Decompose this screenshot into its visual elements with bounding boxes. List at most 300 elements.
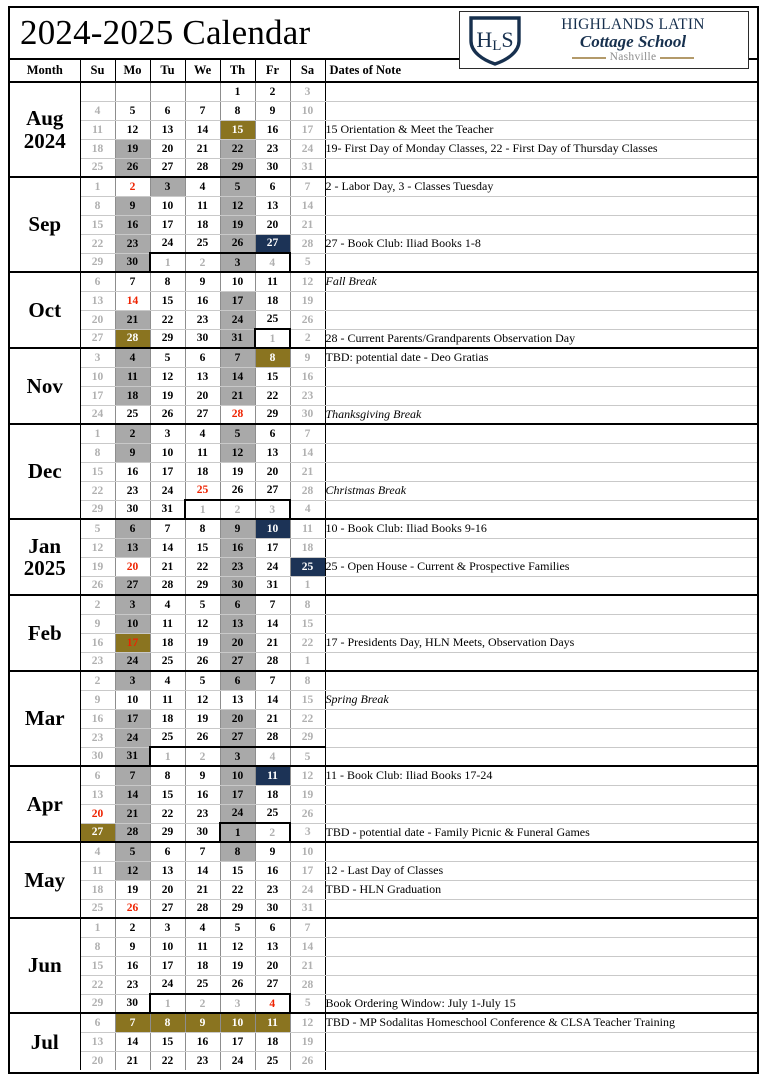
day-cell[interactable]: 11 (150, 614, 185, 633)
day-cell[interactable]: 18 (80, 139, 115, 158)
day-cell[interactable]: 13 (185, 367, 220, 386)
day-cell[interactable]: 4 (150, 671, 185, 690)
day-cell[interactable]: 4 (255, 747, 290, 766)
day-cell[interactable]: 17 (255, 538, 290, 557)
day-cell[interactable]: 16 (290, 367, 325, 386)
day-cell[interactable]: 3 (150, 424, 185, 443)
day-cell[interactable] (150, 82, 185, 101)
day-cell[interactable]: 26 (80, 576, 115, 595)
day-cell[interactable]: 24 (290, 139, 325, 158)
day-cell[interactable]: 11 (185, 937, 220, 956)
day-cell[interactable]: 28 (115, 329, 150, 348)
day-cell[interactable]: 7 (290, 918, 325, 937)
day-cell[interactable]: 27 (80, 329, 115, 348)
day-cell[interactable]: 4 (255, 253, 290, 272)
day-cell[interactable]: 28 (290, 234, 325, 253)
day-cell[interactable]: 28 (290, 481, 325, 500)
day-cell[interactable]: 24 (80, 405, 115, 424)
day-cell[interactable]: 23 (80, 728, 115, 747)
day-cell[interactable]: 10 (115, 614, 150, 633)
day-cell[interactable]: 1 (290, 652, 325, 671)
day-cell[interactable]: 5 (220, 918, 255, 937)
day-cell[interactable]: 26 (290, 1051, 325, 1070)
day-cell[interactable]: 14 (220, 367, 255, 386)
day-cell[interactable]: 2 (80, 595, 115, 614)
day-cell[interactable]: 28 (115, 823, 150, 842)
day-cell[interactable]: 19 (150, 386, 185, 405)
day-cell[interactable]: 23 (115, 234, 150, 253)
day-cell[interactable]: 25 (255, 1051, 290, 1070)
day-cell[interactable]: 17 (290, 120, 325, 139)
day-cell[interactable]: 19 (80, 557, 115, 576)
day-cell[interactable]: 8 (150, 272, 185, 291)
day-cell[interactable]: 17 (290, 861, 325, 880)
day-cell[interactable]: 19 (185, 709, 220, 728)
day-cell[interactable]: 12 (185, 690, 220, 709)
day-cell[interactable]: 4 (290, 500, 325, 519)
day-cell[interactable]: 8 (255, 348, 290, 367)
day-cell[interactable]: 6 (220, 671, 255, 690)
day-cell[interactable]: 27 (220, 652, 255, 671)
day-cell[interactable]: 9 (115, 443, 150, 462)
day-cell[interactable]: 21 (290, 956, 325, 975)
day-cell[interactable]: 16 (115, 215, 150, 234)
day-cell[interactable]: 13 (80, 1032, 115, 1051)
day-cell[interactable]: 16 (255, 120, 290, 139)
day-cell[interactable]: 16 (185, 291, 220, 310)
day-cell[interactable]: 28 (220, 405, 255, 424)
day-cell[interactable]: 27 (255, 975, 290, 994)
day-cell[interactable]: 15 (150, 785, 185, 804)
day-cell[interactable]: 3 (220, 253, 255, 272)
day-cell[interactable]: 4 (255, 994, 290, 1013)
day-cell[interactable] (185, 82, 220, 101)
day-cell[interactable]: 6 (255, 918, 290, 937)
day-cell[interactable]: 21 (115, 1051, 150, 1070)
day-cell[interactable]: 15 (150, 1032, 185, 1051)
day-cell[interactable]: 27 (150, 899, 185, 918)
day-cell[interactable]: 1 (220, 82, 255, 101)
day-cell[interactable]: 5 (185, 671, 220, 690)
day-cell[interactable]: 30 (255, 899, 290, 918)
day-cell[interactable]: 6 (80, 1013, 115, 1032)
day-cell[interactable]: 22 (220, 139, 255, 158)
day-cell[interactable]: 10 (220, 1013, 255, 1032)
day-cell[interactable]: 20 (255, 956, 290, 975)
day-cell[interactable]: 7 (115, 766, 150, 785)
day-cell[interactable]: 5 (80, 519, 115, 538)
day-cell[interactable]: 26 (150, 405, 185, 424)
day-cell[interactable]: 12 (290, 272, 325, 291)
day-cell[interactable]: 22 (290, 633, 325, 652)
day-cell[interactable]: 6 (185, 348, 220, 367)
day-cell[interactable]: 9 (255, 842, 290, 861)
day-cell[interactable]: 13 (150, 120, 185, 139)
day-cell[interactable]: 25 (150, 728, 185, 747)
day-cell[interactable]: 11 (290, 519, 325, 538)
day-cell[interactable]: 30 (80, 747, 115, 766)
day-cell[interactable]: 24 (150, 234, 185, 253)
day-cell[interactable]: 15 (290, 614, 325, 633)
day-cell[interactable] (115, 82, 150, 101)
day-cell[interactable]: 11 (185, 443, 220, 462)
day-cell[interactable]: 13 (150, 861, 185, 880)
day-cell[interactable]: 7 (255, 671, 290, 690)
day-cell[interactable]: 11 (80, 120, 115, 139)
day-cell[interactable]: 29 (290, 728, 325, 747)
day-cell[interactable] (80, 82, 115, 101)
day-cell[interactable]: 9 (185, 766, 220, 785)
day-cell[interactable]: 30 (255, 158, 290, 177)
day-cell[interactable]: 3 (150, 918, 185, 937)
day-cell[interactable]: 29 (220, 158, 255, 177)
day-cell[interactable]: 12 (80, 538, 115, 557)
day-cell[interactable]: 29 (150, 823, 185, 842)
day-cell[interactable]: 26 (220, 234, 255, 253)
day-cell[interactable]: 12 (185, 614, 220, 633)
day-cell[interactable]: 3 (255, 500, 290, 519)
day-cell[interactable]: 27 (220, 728, 255, 747)
day-cell[interactable]: 21 (290, 215, 325, 234)
day-cell[interactable]: 14 (255, 690, 290, 709)
day-cell[interactable]: 26 (185, 652, 220, 671)
day-cell[interactable]: 17 (150, 215, 185, 234)
day-cell[interactable]: 2 (185, 253, 220, 272)
day-cell[interactable]: 11 (255, 766, 290, 785)
day-cell[interactable]: 16 (80, 709, 115, 728)
day-cell[interactable]: 17 (115, 633, 150, 652)
day-cell[interactable]: 22 (255, 386, 290, 405)
day-cell[interactable]: 1 (185, 500, 220, 519)
day-cell[interactable]: 20 (185, 386, 220, 405)
day-cell[interactable]: 18 (290, 538, 325, 557)
day-cell[interactable]: 26 (220, 481, 255, 500)
day-cell[interactable]: 12 (220, 937, 255, 956)
day-cell[interactable]: 11 (255, 272, 290, 291)
day-cell[interactable]: 27 (150, 158, 185, 177)
day-cell[interactable]: 30 (185, 329, 220, 348)
day-cell[interactable]: 30 (115, 994, 150, 1013)
day-cell[interactable]: 30 (115, 500, 150, 519)
day-cell[interactable]: 4 (185, 918, 220, 937)
day-cell[interactable]: 26 (115, 899, 150, 918)
day-cell[interactable]: 10 (220, 272, 255, 291)
day-cell[interactable]: 5 (220, 424, 255, 443)
day-cell[interactable]: 18 (80, 880, 115, 899)
day-cell[interactable]: 12 (115, 861, 150, 880)
day-cell[interactable]: 12 (290, 1013, 325, 1032)
day-cell[interactable]: 3 (150, 177, 185, 196)
day-cell[interactable]: 26 (290, 804, 325, 823)
day-cell[interactable]: 14 (290, 443, 325, 462)
day-cell[interactable]: 14 (185, 120, 220, 139)
day-cell[interactable]: 19 (290, 785, 325, 804)
day-cell[interactable]: 19 (115, 139, 150, 158)
day-cell[interactable]: 8 (290, 671, 325, 690)
day-cell[interactable]: 3 (115, 595, 150, 614)
day-cell[interactable]: 9 (115, 196, 150, 215)
day-cell[interactable]: 22 (80, 234, 115, 253)
day-cell[interactable]: 5 (290, 994, 325, 1013)
day-cell[interactable]: 6 (150, 842, 185, 861)
day-cell[interactable]: 28 (255, 652, 290, 671)
day-cell[interactable]: 23 (255, 139, 290, 158)
day-cell[interactable]: 25 (185, 481, 220, 500)
day-cell[interactable]: 10 (290, 842, 325, 861)
day-cell[interactable]: 1 (80, 177, 115, 196)
day-cell[interactable]: 10 (255, 519, 290, 538)
day-cell[interactable]: 9 (80, 690, 115, 709)
day-cell[interactable]: 20 (220, 709, 255, 728)
day-cell[interactable]: 14 (255, 614, 290, 633)
day-cell[interactable]: 27 (255, 481, 290, 500)
day-cell[interactable]: 19 (220, 462, 255, 481)
day-cell[interactable]: 13 (255, 937, 290, 956)
day-cell[interactable]: 17 (220, 785, 255, 804)
day-cell[interactable]: 5 (220, 177, 255, 196)
day-cell[interactable]: 22 (150, 310, 185, 329)
day-cell[interactable]: 24 (220, 804, 255, 823)
day-cell[interactable]: 22 (185, 557, 220, 576)
day-cell[interactable]: 18 (255, 291, 290, 310)
day-cell[interactable]: 12 (220, 443, 255, 462)
day-cell[interactable]: 22 (290, 709, 325, 728)
day-cell[interactable]: 20 (255, 215, 290, 234)
day-cell[interactable]: 14 (115, 785, 150, 804)
day-cell[interactable]: 25 (80, 158, 115, 177)
day-cell[interactable]: 19 (220, 215, 255, 234)
day-cell[interactable]: 8 (80, 196, 115, 215)
day-cell[interactable]: 14 (290, 937, 325, 956)
day-cell[interactable]: 29 (150, 329, 185, 348)
day-cell[interactable]: 26 (185, 728, 220, 747)
day-cell[interactable]: 28 (185, 158, 220, 177)
day-cell[interactable]: 13 (80, 785, 115, 804)
day-cell[interactable]: 15 (255, 367, 290, 386)
day-cell[interactable]: 10 (290, 101, 325, 120)
day-cell[interactable]: 16 (255, 861, 290, 880)
day-cell[interactable]: 1 (220, 823, 255, 842)
day-cell[interactable]: 14 (150, 538, 185, 557)
day-cell[interactable]: 22 (150, 1051, 185, 1070)
day-cell[interactable]: 9 (185, 272, 220, 291)
day-cell[interactable]: 18 (185, 462, 220, 481)
day-cell[interactable]: 2 (185, 994, 220, 1013)
day-cell[interactable]: 10 (80, 367, 115, 386)
day-cell[interactable]: 15 (220, 861, 255, 880)
day-cell[interactable]: 8 (150, 766, 185, 785)
day-cell[interactable]: 1 (255, 329, 290, 348)
day-cell[interactable]: 13 (115, 538, 150, 557)
day-cell[interactable]: 7 (255, 595, 290, 614)
day-cell[interactable]: 23 (80, 652, 115, 671)
day-cell[interactable]: 5 (150, 348, 185, 367)
day-cell[interactable]: 15 (80, 462, 115, 481)
day-cell[interactable]: 25 (185, 234, 220, 253)
day-cell[interactable]: 27 (255, 234, 290, 253)
day-cell[interactable]: 3 (220, 747, 255, 766)
day-cell[interactable]: 5 (290, 253, 325, 272)
day-cell[interactable]: 1 (150, 747, 185, 766)
day-cell[interactable]: 10 (220, 766, 255, 785)
day-cell[interactable]: 21 (150, 557, 185, 576)
day-cell[interactable]: 4 (80, 842, 115, 861)
day-cell[interactable]: 29 (80, 500, 115, 519)
day-cell[interactable]: 19 (290, 1032, 325, 1051)
day-cell[interactable]: 12 (220, 196, 255, 215)
day-cell[interactable]: 13 (80, 291, 115, 310)
day-cell[interactable]: 6 (115, 519, 150, 538)
day-cell[interactable]: 21 (255, 709, 290, 728)
day-cell[interactable]: 22 (220, 880, 255, 899)
day-cell[interactable]: 15 (290, 690, 325, 709)
day-cell[interactable]: 4 (115, 348, 150, 367)
day-cell[interactable]: 5 (115, 101, 150, 120)
day-cell[interactable]: 7 (115, 1013, 150, 1032)
day-cell[interactable]: 19 (115, 880, 150, 899)
day-cell[interactable]: 17 (150, 462, 185, 481)
day-cell[interactable]: 21 (115, 804, 150, 823)
day-cell[interactable]: 17 (150, 956, 185, 975)
day-cell[interactable]: 31 (290, 158, 325, 177)
day-cell[interactable]: 7 (220, 348, 255, 367)
day-cell[interactable]: 20 (150, 880, 185, 899)
day-cell[interactable]: 24 (115, 728, 150, 747)
day-cell[interactable]: 6 (220, 595, 255, 614)
day-cell[interactable]: 1 (80, 424, 115, 443)
day-cell[interactable]: 31 (220, 329, 255, 348)
day-cell[interactable]: 11 (80, 861, 115, 880)
day-cell[interactable]: 14 (185, 861, 220, 880)
day-cell[interactable]: 9 (220, 519, 255, 538)
day-cell[interactable]: 16 (185, 1032, 220, 1051)
day-cell[interactable]: 2 (80, 671, 115, 690)
day-cell[interactable]: 1 (80, 918, 115, 937)
day-cell[interactable]: 6 (255, 424, 290, 443)
day-cell[interactable]: 8 (80, 443, 115, 462)
day-cell[interactable]: 18 (185, 956, 220, 975)
day-cell[interactable]: 15 (80, 215, 115, 234)
day-cell[interactable]: 7 (150, 519, 185, 538)
day-cell[interactable]: 18 (150, 633, 185, 652)
day-cell[interactable]: 18 (115, 386, 150, 405)
day-cell[interactable]: 2 (185, 747, 220, 766)
day-cell[interactable]: 7 (185, 101, 220, 120)
day-cell[interactable]: 21 (255, 633, 290, 652)
day-cell[interactable]: 7 (185, 842, 220, 861)
day-cell[interactable]: 2 (255, 82, 290, 101)
day-cell[interactable]: 22 (150, 804, 185, 823)
day-cell[interactable]: 15 (80, 956, 115, 975)
day-cell[interactable]: 26 (290, 310, 325, 329)
day-cell[interactable]: 3 (220, 994, 255, 1013)
day-cell[interactable]: 8 (185, 519, 220, 538)
day-cell[interactable]: 18 (185, 215, 220, 234)
day-cell[interactable]: 23 (255, 880, 290, 899)
day-cell[interactable]: 21 (185, 139, 220, 158)
day-cell[interactable]: 11 (115, 367, 150, 386)
day-cell[interactable]: 23 (220, 557, 255, 576)
day-cell[interactable]: 21 (220, 386, 255, 405)
day-cell[interactable]: 13 (255, 443, 290, 462)
day-cell[interactable]: 30 (290, 405, 325, 424)
day-cell[interactable]: 2 (220, 500, 255, 519)
day-cell[interactable]: 2 (115, 424, 150, 443)
day-cell[interactable]: 25 (290, 557, 325, 576)
day-cell[interactable]: 5 (290, 747, 325, 766)
day-cell[interactable]: 20 (80, 310, 115, 329)
day-cell[interactable]: 6 (80, 766, 115, 785)
day-cell[interactable]: 15 (185, 538, 220, 557)
day-cell[interactable]: 30 (115, 253, 150, 272)
day-cell[interactable]: 25 (255, 804, 290, 823)
day-cell[interactable]: 8 (220, 101, 255, 120)
day-cell[interactable]: 1 (150, 253, 185, 272)
day-cell[interactable]: 11 (150, 690, 185, 709)
day-cell[interactable]: 3 (115, 671, 150, 690)
day-cell[interactable]: 23 (115, 481, 150, 500)
day-cell[interactable]: 9 (80, 614, 115, 633)
day-cell[interactable]: 16 (185, 785, 220, 804)
day-cell[interactable]: 28 (255, 728, 290, 747)
day-cell[interactable]: 2 (115, 177, 150, 196)
day-cell[interactable]: 23 (290, 386, 325, 405)
day-cell[interactable]: 25 (80, 899, 115, 918)
day-cell[interactable]: 29 (80, 253, 115, 272)
day-cell[interactable]: 2 (115, 918, 150, 937)
day-cell[interactable]: 23 (185, 804, 220, 823)
day-cell[interactable]: 24 (220, 310, 255, 329)
day-cell[interactable]: 14 (115, 291, 150, 310)
day-cell[interactable]: 25 (115, 405, 150, 424)
day-cell[interactable]: 20 (115, 557, 150, 576)
day-cell[interactable]: 12 (115, 120, 150, 139)
day-cell[interactable]: 21 (185, 880, 220, 899)
day-cell[interactable]: 20 (80, 804, 115, 823)
day-cell[interactable]: 20 (220, 633, 255, 652)
day-cell[interactable]: 18 (255, 1032, 290, 1051)
day-cell[interactable]: 29 (255, 405, 290, 424)
day-cell[interactable]: 25 (150, 652, 185, 671)
day-cell[interactable]: 7 (115, 272, 150, 291)
day-cell[interactable]: 4 (80, 101, 115, 120)
day-cell[interactable]: 24 (150, 975, 185, 994)
day-cell[interactable]: 19 (220, 956, 255, 975)
day-cell[interactable]: 20 (80, 1051, 115, 1070)
day-cell[interactable]: 10 (150, 443, 185, 462)
day-cell[interactable]: 3 (290, 82, 325, 101)
day-cell[interactable]: 8 (290, 595, 325, 614)
day-cell[interactable]: 8 (150, 1013, 185, 1032)
day-cell[interactable]: 7 (290, 424, 325, 443)
day-cell[interactable]: 31 (290, 899, 325, 918)
day-cell[interactable]: 29 (185, 576, 220, 595)
day-cell[interactable]: 5 (115, 842, 150, 861)
day-cell[interactable]: 12 (150, 367, 185, 386)
day-cell[interactable]: 17 (80, 386, 115, 405)
day-cell[interactable]: 2 (290, 329, 325, 348)
day-cell[interactable]: 9 (255, 101, 290, 120)
day-cell[interactable]: 4 (150, 595, 185, 614)
day-cell[interactable]: 25 (255, 310, 290, 329)
day-cell[interactable]: 20 (150, 139, 185, 158)
day-cell[interactable]: 10 (115, 690, 150, 709)
day-cell[interactable]: 31 (150, 500, 185, 519)
day-cell[interactable]: 10 (150, 196, 185, 215)
day-cell[interactable]: 19 (185, 633, 220, 652)
day-cell[interactable]: 4 (185, 177, 220, 196)
day-cell[interactable]: 13 (220, 690, 255, 709)
